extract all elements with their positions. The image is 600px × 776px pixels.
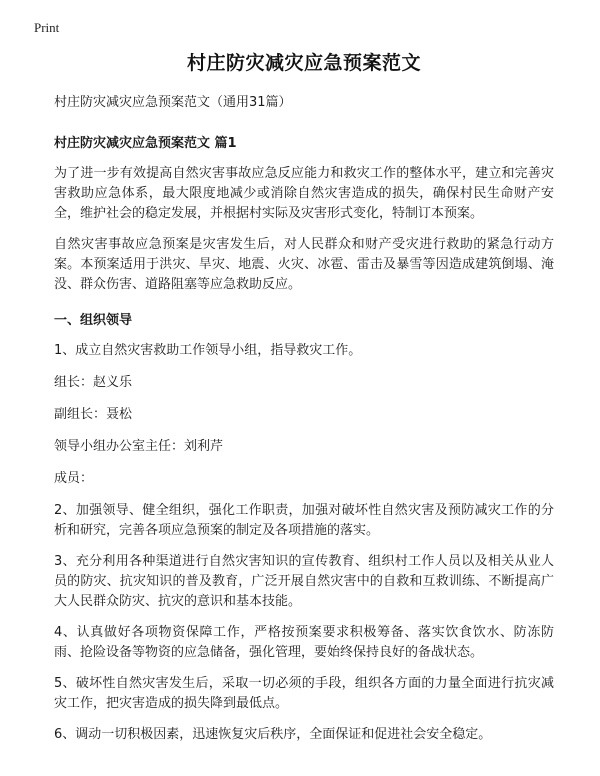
- chapter-heading: 村庄防灾减灾应急预案范文 篇1: [54, 136, 237, 151]
- document-subtitle: 村庄防灾减灾应急预案范文（通用31篇）: [54, 95, 292, 110]
- document-body: [54, 48, 554, 756]
- section-heading-organization: 一、组织领导: [54, 313, 133, 328]
- org-members: 成员：: [54, 471, 94, 486]
- print-link[interactable]: Print: [34, 20, 60, 35]
- list-item: 4、认真做好各项物资保障工作，严格按预案要求积极筹备、落实饮食饮水、防冻防雨、抢险设备等物资的应急储备，强化管理，要始终保持良好的备战状态。: [54, 625, 554, 660]
- scope-paragraph: 自然灾害事故应急预案是灾害发生后，对人民群众和财产受灾进行救助的紧急行动方案。本预案适用于洪灾、旱灾、地震、火灾、冰雹、雷击及暴雪等因造成建筑倒塌、淹没、群众伤害、道路阻塞等应急救助反应。: [54, 237, 554, 292]
- list-item: 3、充分利用各种渠道进行自然灾害知识的宣传教育、组织村工作人员以及相关从业人员的防灾、抗灾知识的普及教育，广泛开展自然灾害中的自救和互救训练、不断提高广大人民群众防灾、抗灾的意识和基本技能。: [54, 554, 554, 609]
- list-item: 2、加强领导、健全组织，强化工作职责，加强对破坏性自然灾害及预防减灾工作的分析和研究，完善各项应急预案的制定及各项措施的落实。: [54, 503, 554, 538]
- org-item-1: 1、成立自然灾害救助工作领导小组，指导救灾工作。: [54, 343, 362, 358]
- org-vice-leader: 副组长：聂松: [54, 407, 133, 422]
- list-item: 6、调动一切积极因素，迅速恢复灾后秩序，全面保证和促进社会安全稳定。: [54, 727, 492, 742]
- intro-paragraph: 为了进一步有效提高自然灾害事故应急反应能力和救灾工作的整体水平，建立和完善灾害救助应急体系，最大限度地减少或消除自然灾害造成的损失，确保村民生命财产安全，维护社会的稳定发展，并根据村实际及灾害形式变化，特制订本预案。: [54, 166, 554, 221]
- list-item: 5、破坏性自然灾害发生后，采取一切必须的手段，组织各方面的力量全面进行抗灾减灾工作，把灾害造成的损失降到最低点。: [54, 676, 554, 711]
- org-office-director: 领导小组办公室主任：刘利芹: [54, 439, 224, 454]
- org-leader: 组长：赵义乐: [54, 375, 133, 390]
- document-title: 村庄防灾减灾应急预案范文: [186, 52, 421, 74]
